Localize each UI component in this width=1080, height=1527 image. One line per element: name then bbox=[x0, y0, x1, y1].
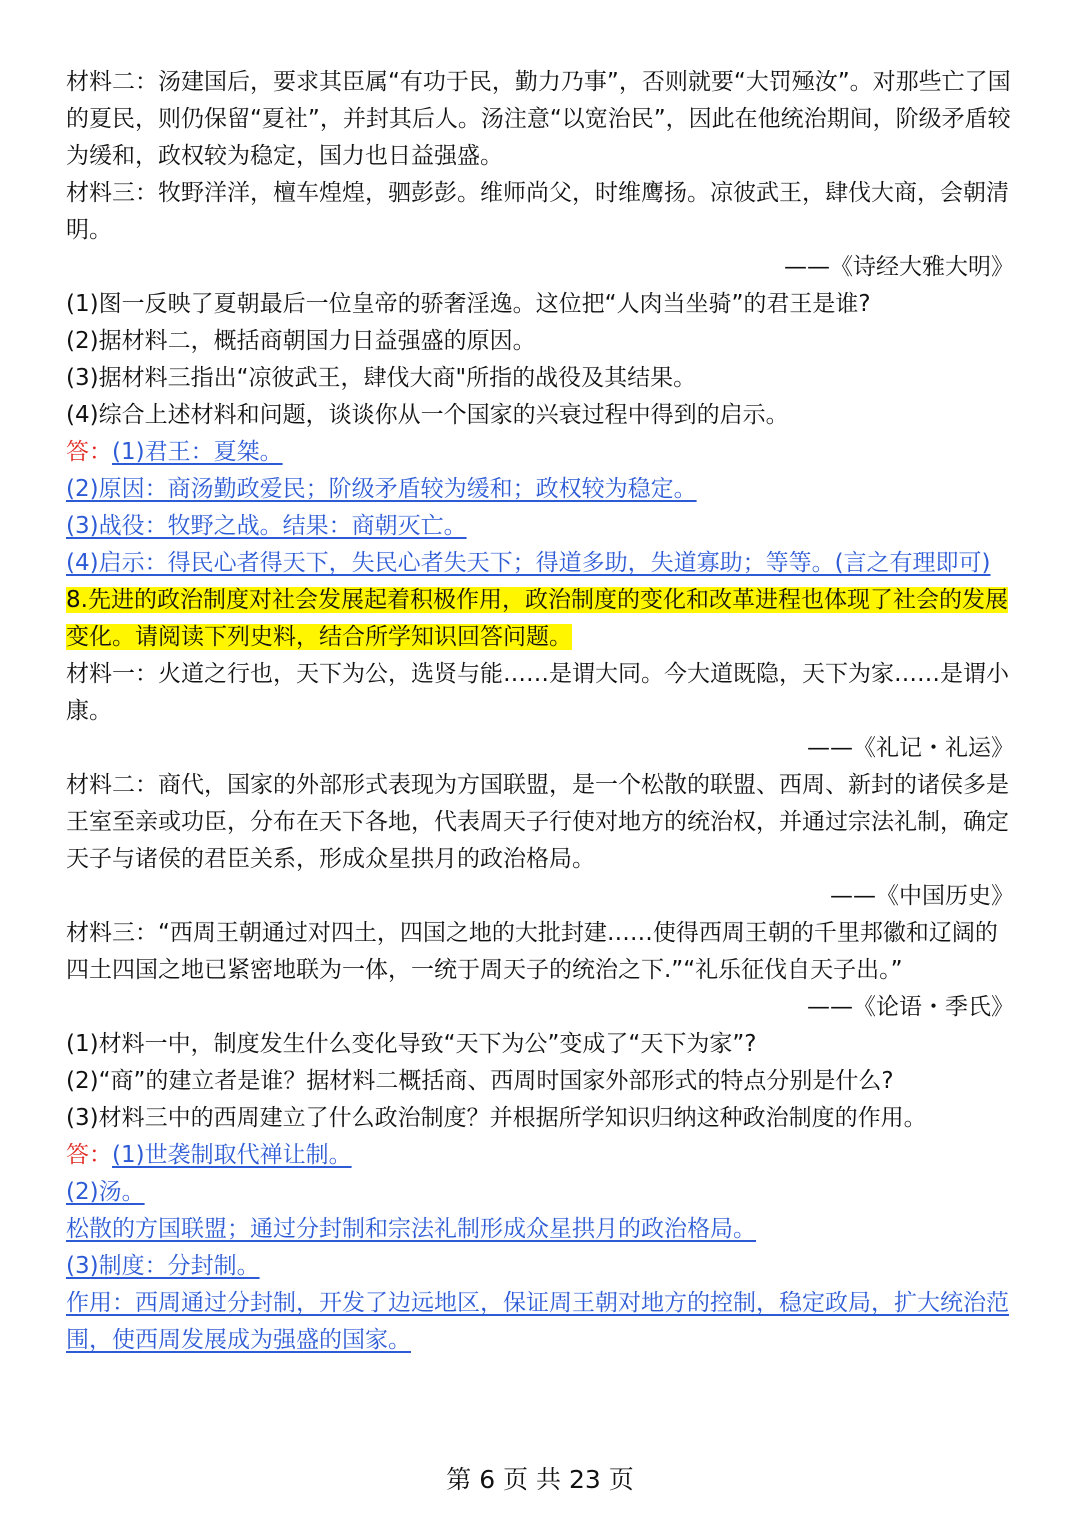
answer-8-3b-line bbox=[66, 1285, 1014, 1359]
answer-label: 答： bbox=[66, 439, 112, 465]
highlighted-heading: 8.先进的政治制度对社会发展起着积极作用，政治制度的变化和改革进程也体现了社会的发展变化。请阅读下列史料，结合所学知识回答问题。 bbox=[66, 587, 1008, 650]
answer-8-2-line bbox=[66, 1174, 1014, 1211]
question-4: (4)综合上述材料和问题，谈谈你从一个国家的兴衰过程中得到的启示。 bbox=[66, 402, 789, 428]
answer-8-2b-line bbox=[66, 1211, 1014, 1248]
answer-3-line bbox=[66, 508, 1014, 545]
material-one: 材料一：火道之行也，天下为公，选贤与能……是谓大同。今大道既隐，天下为家……是谓小康。 bbox=[66, 661, 1009, 724]
question-8-heading bbox=[66, 582, 1014, 656]
material-two-b: 材料二：商代，国家的外部形式表现为方国联盟，是一个松散的联盟、西周、新封的诸侯多是王室至亲或功臣，分布在天下各地，代表周天子行使对地方的统治权，并通过宗法礼制，确定天子与诸侯的君臣关系，形成众星拱月的政治格局。 bbox=[66, 772, 1009, 872]
answer-1-line bbox=[66, 434, 1014, 471]
answer-8-3: (3)制度：分封制。 bbox=[66, 1253, 260, 1279]
answer-8-2b: 松散的方国联盟；通过分封制和宗法礼制形成众星拱月的政治格局。 bbox=[66, 1216, 756, 1242]
source-citation-2: ——《中国历史》 bbox=[830, 883, 1014, 909]
answer-8-1: (1)世袭制取代禅让制。 bbox=[112, 1142, 352, 1168]
material-two: 材料二：汤建国后，要求其臣属“有功于民，勤力乃事”，否则就要“大罚殛汝”。对那些亡了国的夏民，则仍保留“夏社”，并封其后人。汤注意“以宽治民”，因此在他统治期间，阶级矛盾较为缓和，政权较为稳定，国力也日益强盛。 bbox=[66, 69, 1011, 169]
answer-4: (4)启示：得民心者得天下，失民心者失天下；得道多助，失道寡助；等等。(言之有理即可) bbox=[66, 550, 991, 576]
answer-8-3-line bbox=[66, 1248, 1014, 1285]
answer-2-line bbox=[66, 471, 1014, 508]
answer-8-3b: 作用：西周通过分封制，开发了边远地区，保证周王朝对地方的控制，稳定政局，扩大统治范围，使西周发展成为强盛的国家。 bbox=[66, 1290, 1009, 1353]
question-1: (1)图一反映了夏朝最后一位皇帝的骄奢淫逸。这位把“人肉当坐骑”的君王是谁? bbox=[66, 291, 871, 317]
source-citation-1: ——《礼记・礼运》 bbox=[807, 735, 1014, 761]
document-body bbox=[66, 64, 1014, 1359]
material-three: 材料三：牧野洋洋，檀车煌煌，驷彭彭。维师尚父，时维鹰扬。凉彼武王，肆伐大商，会朝清明。 bbox=[66, 180, 1009, 243]
question-8-2: (2)“商”的建立者是谁？据材料二概括商、西周时国家外部形式的特点分别是什么? bbox=[66, 1068, 894, 1094]
page-number: 第 6 页 共 23 页 bbox=[446, 1465, 634, 1494]
question-8-3: (3)材料三中的西周建立了什么政治制度？并根据所学知识归纳这种政治制度的作用。 bbox=[66, 1105, 927, 1131]
answer-1: (1)君王：夏桀。 bbox=[112, 439, 283, 465]
answer-2: (2)原因：商汤勤政爱民；阶级矛盾较为缓和；政权较为稳定。 bbox=[66, 476, 697, 502]
answer-4-line bbox=[66, 545, 1014, 582]
question-3: (3)据材料三指出“凉彼武王，肆伐大商"所指的战役及其结果。 bbox=[66, 365, 697, 391]
answer-label-8: 答： bbox=[66, 1142, 112, 1168]
answer-3: (3)战役：牧野之战。结果：商朝灭亡。 bbox=[66, 513, 467, 539]
question-2: (2)据材料二，概括商朝国力日益强盛的原因。 bbox=[66, 328, 536, 354]
source-citation: ——《诗经大雅大明》 bbox=[784, 254, 1014, 280]
question-8-1: (1)材料一中，制度发生什么变化导致“天下为公”变成了“天下为家”? bbox=[66, 1031, 757, 1057]
source-citation-3: ——《论语・季氏》 bbox=[807, 994, 1014, 1020]
answer-8-2: (2)汤。 bbox=[66, 1179, 145, 1205]
answer-8-1-line bbox=[66, 1137, 1014, 1174]
material-three-b: 材料三：“西周王朝通过对四土，四国之地的大批封建……使得西周王朝的千里邦徽和辽阔的四土四国之地已紧密地联为一体，一统于周天子的统治之下.”“礼乐征伐自天子出。” bbox=[66, 920, 998, 983]
